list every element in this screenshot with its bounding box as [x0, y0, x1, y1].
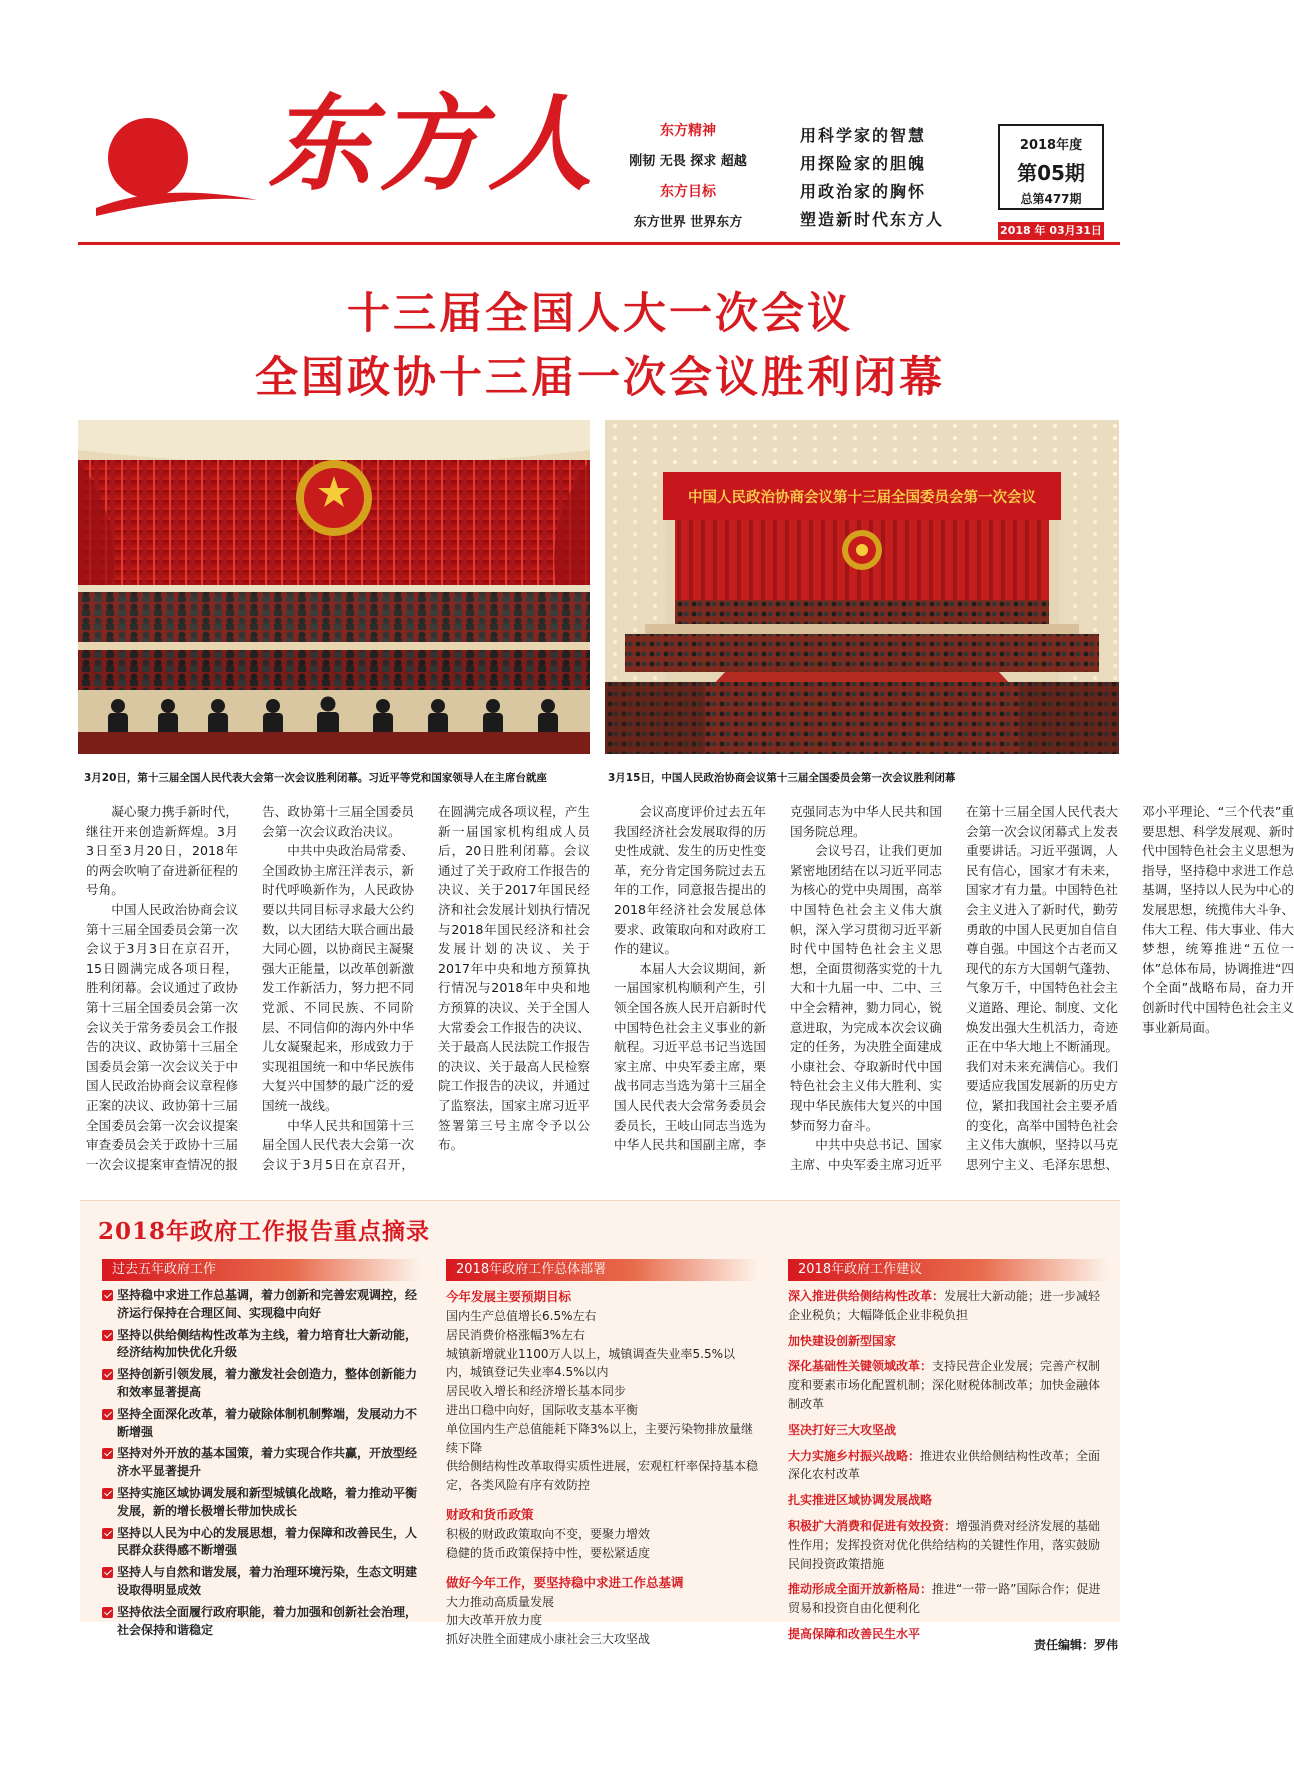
checkbox-icon [102, 1607, 113, 1618]
target-item: 城镇新增就业1100万人以上，城镇调查失业率5.5%以内，城镇登记失业率4.5%以内 [446, 1346, 736, 1380]
list-item: 坚持稳中求进工作总基调，着力创新和完善宏观调控，经济运行保持在合理区间、实现稳中向好 [102, 1287, 420, 1323]
column-heading: 2018年政府工作建议 [788, 1259, 1108, 1281]
article-paragraph: 本届人大会议期间，新一届国家机构顺利产生，引领全国各族人民开启新时代中国特色社会主义事业的新航程。习近平总书记当选国家主席、中央军委主席，栗战书同志当选为第十三届全国人民代表大会常务委员会委员长，王岐山同志当选为中华人民共和国副主席，李克强同志为中华人民共和国国务院总理。 [614, 804, 942, 1153]
checkbox-icon [102, 1528, 113, 1539]
suggestion-item: 深化基础性关键领域改革：支持民营企业发展；完善产权制度和要素市场化配置机制；深化财税体制改革；加快金融体制改革 [788, 1359, 1101, 1411]
target-item: 居民消费价格涨幅3%左右 [446, 1327, 586, 1342]
summary-column-past-five-years [102, 1259, 420, 1643]
masthead [0, 0, 1200, 250]
checkbox-icon [102, 1488, 113, 1499]
suggestion-item: 提高保障和改善民生水平 [788, 1626, 921, 1641]
article-paragraph: 会议高度评价过去五年我国经济社会发展取得的历史性成就、发生的历史性变革，充分肯定国务院过去五年的工作，同意报告提出的2018年经济社会发展总体要求、政策取向和对政府工作的建议。 [614, 804, 766, 957]
target-item: 供给侧结构性改革取得实质性进展，宏观杠杆率保持基本稳定，各类风险有序有效防控 [446, 1459, 759, 1493]
newspaper-logo-title: 东方人 [268, 82, 599, 205]
issue-year: 2018年度 [1019, 138, 1083, 153]
main-headline [0, 282, 1200, 410]
checkbox-icon [102, 1567, 113, 1578]
list-item: 坚持全面深化改革，着力破除体制机制弊端，发展动力不断增强 [102, 1406, 420, 1442]
rising-sun-logo-icon [92, 108, 262, 228]
list-item: 坚持创新引领发展，着力激发社会创造力，整体创新能力和效率显著提高 [102, 1366, 420, 1402]
npc-closing-photo [78, 420, 590, 754]
article-paragraph: 中华人民共和国第十三届全国人民代表大会第一次会议于3月5日在京召开，在圆满完成各项议程，产生新一届国家机构组成人员后，20日胜利闭幕。会议通过了关于政府工作报告的决议、关于2017年国民经济和社会发展计划执行情况与2018年国民经济和社会发展计划的决议、关于2017年中央和地方预算执行情况与2018年中央和地方预算的决议、关于全国人大常委会工作报告的决议、关于最高人民法院工作报告的决议、关于最高人民检察院工作报告的决议，并通过了监察法，国家主席习近平签署第三号主席令予以公布。 [262, 804, 590, 1172]
list-item: 坚持对外开放的基本国策，着力实现合作共赢，开放型经济水平显著提升 [102, 1445, 420, 1481]
motto-text-goal: 东方世界 世界东方 [633, 215, 743, 230]
slogan-line: 用探险家的胆魄 [800, 154, 927, 173]
list-item: 坚持依法全面履行政府职能，着力加强和创新社会治理，社会保持和谐稳定 [102, 1604, 420, 1640]
motto-label-spirit: 东方精神 [660, 123, 716, 139]
responsible-editor: 责任编辑：罗伟 [1033, 1638, 1118, 1652]
subheading-work: 做好今年工作，要坚持稳中求进工作总基调 [446, 1574, 684, 1590]
list-item: 坚持实施区域协调发展和新型城镇化战略，着力推动平衡发展，新的增长极增长带加快成长 [102, 1485, 420, 1521]
work-item: 大力推动高质量发展 [446, 1594, 555, 1609]
target-item: 单位国内生产总值能耗下降3%以上，主要污染物排放量继续下降 [446, 1421, 754, 1455]
work-item: 抓好决胜全面建成小康社会三大攻坚战 [446, 1632, 651, 1647]
checkbox-icon [102, 1448, 113, 1459]
summary-column-suggestions [788, 1259, 1108, 1651]
achievement-list [102, 1287, 420, 1639]
suggestion-item: 深入推进供给侧结构性改革：发展壮大新动能；进一步减轻企业税负；大幅降低企业非税负担 [788, 1289, 1101, 1322]
headline-line-1: 十三届全国人大一次会议 [347, 289, 853, 339]
article-paragraph: 会议号召，让我们更加紧密地团结在以习近平同志为核心的党中央周围，高举中国特色社会主义伟大旗帜，深入学习贯彻习近平新时代中国特色社会主义思想，全面贯彻落实党的十九大和十九届一中、二中、三中全会精神，勠力同心，锐意进取，为完成本次会议确定的任务，为决胜全面建成小康社会、夺取新时代中国特色社会主义伟大胜利、实现中华民族伟大复兴的中国梦而努力奋斗。 [790, 843, 942, 1133]
motto-text-spirit: 刚韧 无畏 探求 超越 [629, 154, 747, 169]
target-item: 居民收入增长和经济增长基本同步 [446, 1384, 627, 1399]
issue-number: 第05期 [1017, 161, 1085, 185]
suggestion-item: 坚决打好三大攻坚战 [788, 1422, 897, 1437]
column-heading: 2018年政府工作总体部署 [446, 1259, 758, 1281]
target-item: 国内生产总值增长6.5%左右 [446, 1309, 597, 1323]
article-paragraph: 中国人民政治协商会议第十三届全国委员会第一次会议于3月3日在京召开，15日圆满完成各项日程，胜利闭幕。会议通过了政协第十三届全国委员会第一次会议关于常务委员会工作报告的决议、政协第十三届全国委员会第一次会议关于中国人民政治协商会议章程修正案的决议、政协第十三届全国委员会第一次会议提案审查委员会关于政协十三届一次会议提案审查情况的报告、政协第十三届全国委员会第一次会议政治决议。 [86, 804, 414, 1172]
suggestion-item: 加快建设创新型国家 [788, 1333, 897, 1348]
issue-date: 2018 年 03月31日 [998, 222, 1104, 240]
list-item: 坚持以人民为中心的发展思想，着力保障和改善民生，人民群众获得感不断增强 [102, 1525, 420, 1561]
list-item: 坚持人与自然和谐发展，着力治理环境污染，生态文明建设取得明显成效 [102, 1564, 420, 1600]
suggestion-item: 大力实施乡村振兴战略：推进农业供给侧结构性改革；全面深化农村改革 [788, 1448, 1101, 1482]
subheading-fiscal: 财政和货币政策 [446, 1506, 534, 1522]
cppcc-emblem-icon [842, 530, 882, 570]
work-item: 加大改革开放力度 [446, 1613, 543, 1628]
fiscal-item: 积极的财政政策取向不变，要聚力增效 [446, 1526, 651, 1541]
headline-line-2: 全国政协十三届一次会议胜利闭幕 [255, 353, 945, 403]
subheading-targets: 今年发展主要预期目标 [446, 1289, 572, 1304]
cppcc-closing-photo [605, 420, 1119, 754]
checkbox-icon [102, 1290, 113, 1301]
summary-title: 2018年政府工作报告重点摘录 [98, 1218, 431, 1245]
slogan-line: 用政治家的胸怀 [800, 182, 927, 201]
article-body [86, 802, 1294, 1180]
target-item: 进出口稳中向好，国际收支基本平衡 [446, 1402, 639, 1417]
column-heading: 过去五年政府工作 [102, 1259, 420, 1281]
slogan-line: 用科学家的智慧 [800, 126, 927, 145]
fiscal-item: 稳健的货币政策保持中性，要松紧适度 [446, 1545, 651, 1560]
cppcc-banner-text: 中国人民政治协商会议第十三届全国委员会第一次会议 [688, 490, 1036, 506]
checkbox-icon [102, 1330, 113, 1341]
article-paragraph: 中共中央政治局常委、全国政协主席汪洋表示，新时代呼唤新作为，人民政协要以共同目标寻求最大公约数，以大团结大联合画出最大同心圆，以协商民主凝聚强大正能量，以改革创新激发工作新活力，努力把不同党派、不同民族、不同阶层、不同信仰的海内外中华儿女凝聚起来，形成致力于实现祖国统一和中华民族伟大复兴中国梦的最广泛的爱国统一战线。 [262, 843, 414, 1113]
photo-caption-left: 3月20日，第十三届全国人民代表大会第一次会议胜利闭幕。习近平等党和国家领导人在主席台就座 [84, 772, 547, 784]
checkbox-icon [102, 1369, 113, 1380]
motto-label-goal: 东方目标 [660, 184, 716, 200]
suggestion-item: 积极扩大消费和促进有效投资：增强消费对经济发展的基础性作用；发挥投资对优化供给结构的关键性作用，落实鼓励民间投资政策措施 [788, 1518, 1101, 1571]
summary-column-overall-plan [446, 1259, 758, 1649]
suggestion-item: 扎实推进区域协调发展战略 [788, 1493, 933, 1508]
slogan-line: 塑造新时代东方人 [800, 210, 945, 229]
national-emblem-icon [296, 460, 372, 536]
article-paragraph: 中共中央总书记、国家主席、中央军委主席习近平在第十三届全国人民代表大会第一次会议闭幕式上发表重要讲话。习近平强调，人民有信心，国家才有未来，国家才有力量。中国特色社会主义进入了新时代，勤劳勇敢的中国人民更加自信自尊自强。中国这个古老而又现代的东方大国朝气蓬勃、气象万千，中国特色社会主义道路、理论、制度、文化焕发出强大生机活力，奇迹正在中华大地上不断涌现。我们对未来充满信心。我们要适应我国发展新的历史方位，紧扣我国社会主要矛盾的变化，高举中国特色社会主义伟大旗帜，坚持以马克思列宁主义、毛泽东思想、邓小平理论、“三个代表”重要思想、科学发展观、新时代中国特色社会主义思想为指导，坚持稳中求进工作总基调，坚持以人民为中心的发展思想，统揽伟大斗争、伟大工程、伟大事业、伟大梦想，统筹推进“五位一体”总体布局，协调推进“四个全面”战略布局，奋力开创新时代中国特色社会主义事业新局面。 [790, 804, 1294, 1172]
slogan-block [800, 122, 944, 234]
article-paragraph: 凝心聚力携手新时代，继往开来创造新辉煌。3月3日至3月20日，2018年的两会吹响了奋进新征程的号角。 [86, 804, 238, 898]
issue-info-box [998, 124, 1104, 210]
motto-block [608, 124, 768, 246]
list-item: 坚持以供给侧结构性改革为主线，着力培育壮大新动能，经济结构加快优化升级 [102, 1327, 420, 1363]
issue-total: 总第477期 [1020, 192, 1082, 206]
checkbox-icon [102, 1409, 113, 1420]
suggestion-item: 推动形成全面开放新格局：推进“一带一路”国际合作；促进贸易和投资自由化便利化 [788, 1582, 1101, 1616]
masthead-divider [78, 242, 1120, 245]
photo-caption-right: 3月15日，中国人民政治协商会议第十三届全国委员会第一次会议胜利闭幕 [608, 772, 956, 784]
